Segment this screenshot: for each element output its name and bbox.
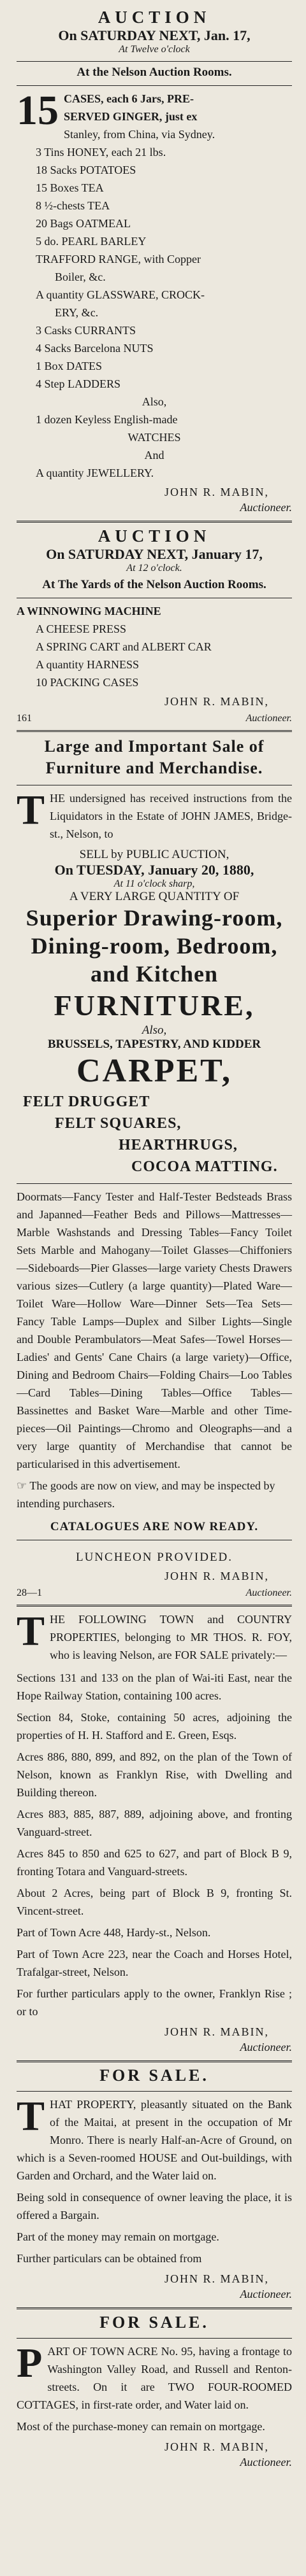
ad-separator [17, 1605, 292, 1607]
lot-item: 3 Casks CURRANTS [36, 324, 136, 337]
ad-separator [17, 2307, 292, 2309]
lot-item: A WINNOWING MACHINE [17, 605, 161, 617]
lot-item: 4 Sacks Barcelona NUTS [36, 342, 154, 355]
auctioneer-name: JOHN R. MABIN, [164, 2025, 269, 2038]
divider [17, 1183, 292, 1184]
ad-date: On TUESDAY, January 20, 1880, [54, 862, 254, 878]
felt-line: COCOA MATTING. [131, 1158, 278, 1175]
lot-item: 10 PACKING CASES [36, 676, 139, 689]
intro-line: SERVED GINGER, just ex [64, 110, 198, 123]
signature [17, 1568, 292, 1584]
auction-ad-jan-17-rooms [17, 8, 292, 515]
carpet-heading: CARPET, [76, 1053, 232, 1089]
divider [17, 2091, 292, 2092]
pointing-hand-icon: ☞ [17, 1479, 27, 1492]
room-heading: and Kitchen [90, 961, 219, 987]
signature [17, 2439, 292, 2470]
further-text: For further particulars apply to the owner, Franklyn Rise ; or to [17, 1987, 292, 2018]
drop-capital: T [17, 787, 45, 833]
intro-line: Stanley, from China, via Sydney. [64, 128, 215, 141]
property-item: Acres 883, 885, 887, 889, adjoining above, and fronting Vanguard-street. [17, 1808, 292, 1838]
lot-item: Boiler, &c. [55, 271, 106, 283]
item-details [17, 1188, 292, 1473]
auctioneer-role: Auctioneer. [240, 501, 292, 514]
luncheon-line: LUNCHEON PROVIDED. [75, 1551, 233, 1564]
divider [17, 85, 292, 86]
notice-text: The goods are now on view, and may be inspected by intending purchasers. [17, 1479, 275, 1510]
ad-title: FOR SALE. [99, 2313, 209, 2332]
lot-item: 1 Box DATES [36, 360, 103, 372]
ad-reference: 28—1 [17, 1587, 42, 1598]
auctioneer-role: Auctioneer. [245, 713, 292, 724]
intro-text: ART OF TOWN ACRE No. 95, having a frontage to Washington Valley Road, and Russell and Renton-streets. On it are TWO FOUR-ROOMED COTTAGES, in first-rate order, and Water laid on. [17, 2345, 292, 2411]
auction-ad-jan-17-yards [17, 526, 292, 724]
sale-headline: Large and Important Sale of [44, 737, 265, 756]
auctioneer-role: Auctioneer. [240, 2456, 292, 2468]
lot-item: 3 Tins HONEY, each 21 lbs. [36, 146, 166, 158]
divider [17, 61, 292, 62]
ad-body [17, 2188, 292, 2267]
lot-item: A quantity HARNESS [36, 658, 140, 671]
intro-text: HAT PROPERTY, pleasantly situated on the Bank of the Maitai, at present in the occupation of Mr Monro. There is nearly Half-an-Acre of Ground, on which is a Seven-roomed HOUSE and Out-buildings, with Garden and Orchard, and the Water laid on. [17, 2098, 292, 2182]
felt-line: HEARTHRUGS, [119, 1137, 238, 1153]
ad-date: On SATURDAY NEXT, January 17, [46, 546, 263, 562]
signature [17, 484, 292, 515]
auctioneer-role: Auctioneer. [240, 2288, 292, 2300]
ad-separator [17, 2060, 292, 2062]
ad-separator [17, 730, 292, 732]
lot-item: WATCHES [127, 431, 181, 444]
property-item: Acres 845 to 850 and 625 to 627, and part of Block B 9, fronting Totara and Vanguard-streets. [17, 1847, 292, 1878]
for-sale-town-acre-ad [17, 2313, 292, 2470]
property-item: Section 84, Stoke, containing 50 acres, adjoining the properties of H. H. Stafford and E. Green, Esqs. [17, 1711, 292, 1742]
ad-place: At the Nelson Auction Rooms. [76, 66, 232, 79]
lot-item: 1 dozen Keyless English-made [36, 413, 178, 426]
drop-capital: P [17, 2340, 43, 2386]
room-heading: Superior Drawing-room, [26, 905, 283, 931]
body-paragraph: Being sold in consequence of owner leaving the place, it is offered a Bargain. [17, 2191, 292, 2221]
lot-item: A SPRING CART and ALBERT CAR [36, 640, 212, 653]
ad-title: AUCTION [98, 8, 211, 27]
intro-text: HE FOLLOWING TOWN and COUNTRY PROPERTIES, belonging to MR THOS. R. FOY, who is leaving Nelson, are FOR SALE privately:— [50, 1613, 292, 1661]
carpet-types: BRUSSELS, TAPESTRY, AND KIDDER [47, 1038, 261, 1051]
ad-intro [17, 2342, 292, 2414]
intro-line: CASES, each 6 Jars, PRE- [64, 92, 194, 105]
felt-line: FELT SQUARES, [55, 1115, 182, 1132]
signature [17, 2271, 292, 2302]
sell-line: SELL by PUBLIC AUCTION, [79, 848, 229, 861]
catalogues-line: CATALOGUES ARE NOW READY. [50, 1520, 259, 1533]
further-particulars [17, 1985, 292, 2020]
ref-row [17, 713, 292, 724]
auctioneer-name: JOHN R. MABIN, [164, 2440, 269, 2453]
intro-text: HE undersigned has received instructions from the Liquidators in the Estate of JOHN JAMES, Bridge-st., Nelson, to [50, 792, 292, 840]
property-item: Acres 886, 880, 899, and 892, on the plan of the Town of Nelson, known as Franklyn Rise, with Dwelling and Building thereon. [17, 1750, 292, 1799]
ad-intro [17, 789, 292, 843]
ref-row [17, 1587, 292, 1599]
lot-list [17, 143, 292, 482]
property-list [17, 1669, 292, 1981]
signature [17, 2024, 292, 2055]
lot-item: And [144, 449, 164, 461]
lot-item: A quantity GLASSWARE, CROCK- [36, 288, 205, 301]
drop-capital: T [17, 1608, 45, 1654]
ad-intro [17, 1610, 292, 1664]
furniture-heading: FURNITURE, [54, 989, 255, 1022]
ad-time: At Twelve o'clock [119, 44, 190, 55]
ad-intro [17, 87, 292, 143]
properties-for-sale-ad [17, 1610, 292, 2055]
auctioneer-role: Auctioneer. [240, 2041, 292, 2053]
auctioneer-role: Auctioneer. [245, 1587, 292, 1598]
auctioneer-name: JOHN R. MABIN, [164, 1570, 269, 1582]
auctioneer-name: JOHN R. MABIN, [164, 2272, 269, 2285]
lot-item: 5 do. PEARL BARLEY [36, 235, 147, 248]
goods-notice [17, 1477, 292, 1512]
ad-time: At 12 o'clock. [126, 563, 182, 574]
lot-item: Also, [142, 395, 167, 408]
ad-title: FOR SALE. [99, 2066, 209, 2085]
quantity-line: A VERY LARGE QUANTITY OF [69, 890, 240, 903]
lot-item: 20 Bags OATMEAL [36, 217, 131, 230]
lot-item: 18 Sacks POTATOES [36, 164, 136, 176]
ad-title: AUCTION [98, 526, 211, 545]
also-line: Also, [142, 1024, 167, 1037]
divider [17, 2338, 292, 2339]
sale-headline: Furniture and Merchandise. [45, 759, 263, 777]
ad-date: On SATURDAY NEXT, Jan. 17, [58, 27, 251, 43]
lot-item: 4 Step LADDERS [36, 377, 121, 390]
ad-reference: 161 [17, 713, 32, 724]
ad-place: At The Yards of the Nelson Auction Rooms. [42, 578, 266, 591]
drop-capital: T [17, 2093, 45, 2139]
property-item: About 2 Acres, being part of Block B 9, fronting St. Vincent-street. [17, 1887, 292, 1917]
lot-item: 15 Boxes TEA [36, 181, 104, 194]
body-paragraph: Further particulars can be obtained from [17, 2252, 202, 2265]
details-paragraph: Doormats—Fancy Tester and Half-Tester Bedsteads Brass and Japanned—Feather Beds and Pillows—Mattresses—Marble Washstands and Dressing Tables—Fancy Toilet Sets Marble and Mahogany—Toilet Glasses—Chiffoniers—Sideboards—Pier Glasses—large variety Chests Drawers various sizes—Cutlery (a large quantity)—Plated Ware—Toilet Ware—Hollow Ware—Dinner Sets—Tea Sets—Fancy Table Lamps—Duplex and Silber Lights—Single and Double Perambulators—Meat Safes—Towel Horses—Ladies' and Gents' Cane Chairs (a large variety)—Office, Dining and Bedroom Chairs—Folding Chairs—Loo Tables—Card Tables—Dining Tables—Office Tables—Bassinettes and Basket Ware—Marble and other Time-pieces—Oil Paintings—Chromo and Oleographs—and a very large quantity of Merchandise that cannot be particularised in this advertisement. [17, 1190, 292, 1470]
lot-item: A CHEESE PRESS [36, 623, 127, 635]
ad-time: At 11 o'clock sharp, [113, 878, 195, 889]
auctioneer-name: JOHN R. MABIN, [164, 486, 269, 498]
lot-item: A quantity JEWELLERY. [36, 467, 154, 479]
lot-item: ERY, &c. [55, 306, 99, 319]
ad-separator [17, 521, 292, 523]
room-heading: Dining-room, Bedroom, [31, 933, 278, 959]
felt-line: FELT DRUGGET [23, 1094, 150, 1110]
signature [17, 694, 292, 709]
property-item: Part of Town Acre 448, Hardy-st., Nelson. [17, 1926, 211, 1939]
property-item: Sections 131 and 133 on the plan of Wai-iti East, near the Hope Railway Station, containing 100 acres. [17, 1672, 292, 1702]
body-paragraph: Most of the purchase-money can remain on mortgage. [17, 2420, 265, 2433]
lot-list [17, 602, 292, 691]
lot-item: TRAFFORD RANGE, with Copper [36, 253, 201, 265]
furniture-sale-ad [17, 736, 292, 1599]
auctioneer-name: JOHN R. MABIN, [164, 695, 269, 708]
lot-item: 8 ½-chests TEA [36, 199, 110, 212]
body-paragraph: Part of the money may remain on mortgage. [17, 2230, 219, 2243]
property-item: Part of Town Acre 223, near the Coach and Horses Hotel, Trafalgar-street, Nelson. [17, 1948, 292, 1978]
ad-body [17, 2418, 292, 2435]
big-number: 15 [17, 87, 59, 134]
for-sale-property-maitai-ad [17, 2066, 292, 2302]
ad-intro [17, 2095, 292, 2185]
